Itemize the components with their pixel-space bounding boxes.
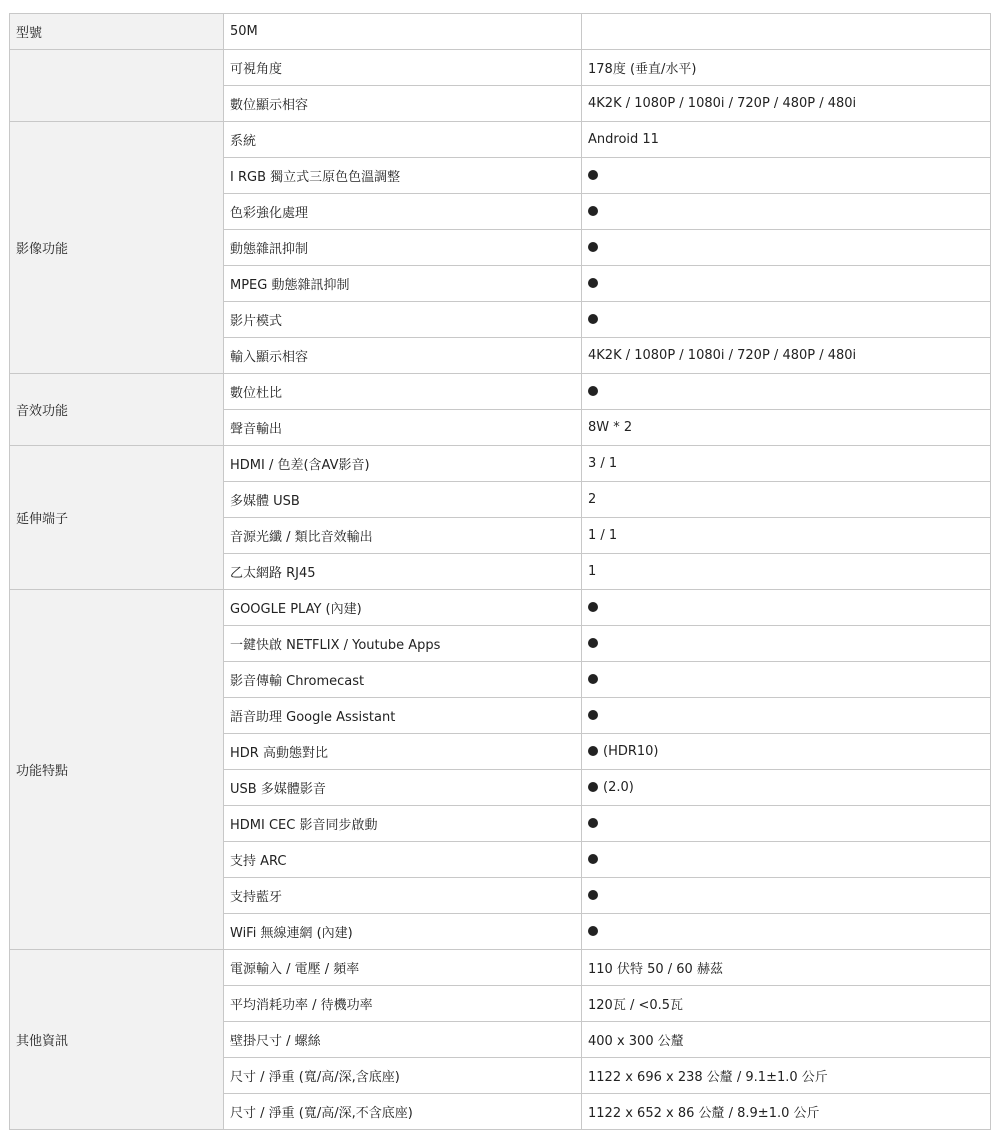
feature-cell: 平均消耗功率 / 待機功率 [224,986,582,1022]
value-cell [582,806,991,842]
supported-bullet-icon [588,818,598,828]
supported-bullet-icon [588,314,598,324]
value-cell [582,590,991,626]
feature-cell: HDMI / 色差(含AV影音) [224,446,582,482]
value-cell [582,1094,991,1130]
supported-bullet-icon [588,746,598,756]
feature-cell: 多媒體 USB [224,482,582,518]
feature-cell: GOOGLE PLAY (內建) [224,590,582,626]
spec-row [10,374,991,410]
supported-bullet-icon [588,890,598,900]
feature-cell: 電源輸入 / 電壓 / 頻率 [224,950,582,986]
spec-row [10,590,991,626]
feature-cell: 動態雜訊抑制 [224,230,582,266]
value-cell [582,194,991,230]
value-text: 400 x 300 公釐 [588,1034,684,1049]
feature-cell: 數位顯示相容 [224,86,582,122]
feature-cell: I RGB 獨立式三原色色溫調整 [224,158,582,194]
supported-bullet-icon [588,602,598,612]
value-text: 110 伏特 50 / 60 赫茲 [588,962,723,977]
value-text: Android 11 [588,132,659,147]
value-cell [582,770,991,806]
value-cell [582,878,991,914]
spec-table-body [10,14,991,1130]
value-text: 178度 (垂直/水平) [588,62,697,77]
value-text: (2.0) [603,780,634,795]
value-cell [582,410,991,446]
value-text: 120瓦 / <0.5瓦 [588,998,684,1013]
value-cell [582,986,991,1022]
feature-cell: HDR 高動態對比 [224,734,582,770]
value-cell [582,626,991,662]
spec-table [9,13,991,1130]
feature-cell: 輸入顯示相容 [224,338,582,374]
value-cell [582,698,991,734]
category-cell: 音效功能 [10,374,224,446]
feature-cell: 50M [224,14,582,50]
supported-bullet-icon [588,710,598,720]
value-text: 1 [588,564,597,579]
feature-cell: 系統 [224,122,582,158]
value-cell [582,86,991,122]
feature-cell: 乙太網路 RJ45 [224,554,582,590]
value-cell [582,950,991,986]
value-text: 8W * 2 [588,420,633,435]
feature-cell: 影片模式 [224,302,582,338]
value-cell [582,518,991,554]
feature-cell: 數位杜比 [224,374,582,410]
supported-bullet-icon [588,206,598,216]
value-cell [582,302,991,338]
category-cell: 其他資訊 [10,950,224,1130]
supported-bullet-icon [588,170,598,180]
value-cell [582,734,991,770]
value-cell [582,482,991,518]
supported-bullet-icon [588,926,598,936]
value-cell [582,14,991,50]
supported-bullet-icon [588,242,598,252]
value-text: 2 [588,492,597,507]
feature-cell: HDMI CEC 影音同步啟動 [224,806,582,842]
value-cell [582,554,991,590]
feature-cell: 音源光纖 / 類比音效輸出 [224,518,582,554]
feature-cell: 聲音輸出 [224,410,582,446]
feature-cell: MPEG 動態雜訊抑制 [224,266,582,302]
supported-bullet-icon [588,782,598,792]
value-cell [582,374,991,410]
feature-cell: 可視角度 [224,50,582,86]
feature-cell: 色彩強化處理 [224,194,582,230]
supported-bullet-icon [588,854,598,864]
value-cell [582,1022,991,1058]
value-cell [582,338,991,374]
feature-cell: USB 多媒體影音 [224,770,582,806]
value-cell [582,842,991,878]
feature-cell: 壁掛尺寸 / 螺絲 [224,1022,582,1058]
value-text: 4K2K / 1080P / 1080i / 720P / 480P / 480i [588,96,857,111]
spec-row [10,14,991,50]
supported-bullet-icon [588,638,598,648]
value-cell [582,446,991,482]
category-cell: 功能特點 [10,590,224,950]
value-cell [582,158,991,194]
feature-cell: 語音助理 Google Assistant [224,698,582,734]
feature-cell: 一鍵快啟 NETFLIX / Youtube Apps [224,626,582,662]
value-text: 1122 x 696 x 238 公釐 / 9.1±1.0 公斤 [588,1070,828,1085]
feature-cell: WiFi 無線連網 (內建) [224,914,582,950]
category-cell [10,50,224,122]
feature-cell: 支持藍牙 [224,878,582,914]
spec-row [10,950,991,986]
feature-cell: 尺寸 / 淨重 (寬/高/深,不含底座) [224,1094,582,1130]
spec-row [10,446,991,482]
value-text: 1122 x 652 x 86 公釐 / 8.9±1.0 公斤 [588,1106,820,1121]
spec-row [10,50,991,86]
value-text: 4K2K / 1080P / 1080i / 720P / 480P / 480i [588,348,857,363]
feature-cell: 尺寸 / 淨重 (寬/高/深,含底座) [224,1058,582,1094]
supported-bullet-icon [588,386,598,396]
value-cell [582,1058,991,1094]
value-cell [582,230,991,266]
supported-bullet-icon [588,278,598,288]
value-cell [582,50,991,86]
supported-bullet-icon [588,674,598,684]
value-text: 3 / 1 [588,456,618,471]
value-text: 1 / 1 [588,528,618,543]
feature-cell: 影音傳輸 Chromecast [224,662,582,698]
category-cell: 型號 [10,14,224,50]
value-cell [582,662,991,698]
category-cell: 影像功能 [10,122,224,374]
value-cell [582,122,991,158]
value-cell [582,266,991,302]
feature-cell: 支持 ARC [224,842,582,878]
value-cell [582,914,991,950]
value-text: (HDR10) [603,744,659,759]
spec-row [10,122,991,158]
category-cell: 延伸端子 [10,446,224,590]
